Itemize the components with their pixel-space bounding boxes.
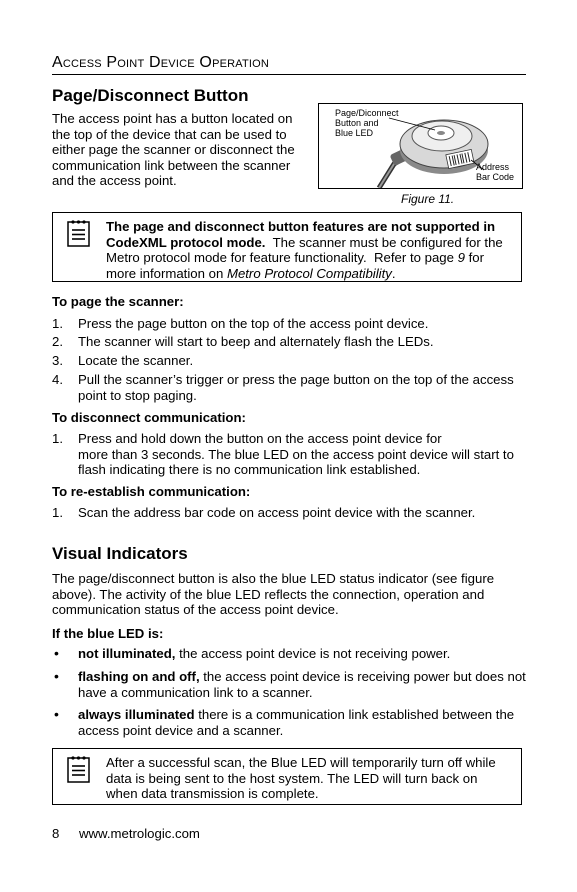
section-title-visual-indicators: Visual Indicators <box>52 544 188 563</box>
bullet-text-line: access point device and a scanner. <box>78 722 284 738</box>
bullet-icon: • <box>54 645 59 661</box>
bullet-text-line: the access point device is receiving power but does not <box>199 669 526 684</box>
step-number: 1. <box>52 316 63 331</box>
step-text: Scan the address bar code on access point device with the scanner. <box>78 505 476 520</box>
bullet-text <box>78 646 450 662</box>
step-text-line: Press and hold down the button on the access point device for <box>78 431 442 446</box>
step-text-line: more than 3 seconds. The blue LED on the access point device will start to <box>78 446 514 462</box>
subheading-reestablish: To re-establish communication: <box>52 484 251 499</box>
subheading-page-scanner: To page the scanner: <box>52 294 184 309</box>
note2-line: when data transmission is complete. <box>106 786 319 802</box>
figure-caption: Figure 11. <box>401 192 455 206</box>
note1-text <box>106 219 516 281</box>
step-number: 1. <box>52 431 63 446</box>
bullet-text-line: there is a communication link established between the <box>194 707 515 722</box>
intro-line: The access point has a button located on <box>52 111 293 126</box>
note1-text-line3b: for <box>464 250 485 266</box>
figure-label-line: Address <box>476 162 510 172</box>
step-text <box>78 372 514 403</box>
note2-line: data is being sent to the host system. The LED will turn back on <box>106 770 478 786</box>
bullet-text <box>78 669 526 700</box>
bullet-icon: • <box>54 668 59 684</box>
step-number: 2. <box>52 334 63 349</box>
note-icon <box>67 219 91 247</box>
figure-label-line: Page/Diconnect <box>335 108 399 118</box>
step-text: The scanner will start to beep and alternately flash the LEDs. <box>78 334 434 349</box>
figure-label-line: Bar Code <box>476 172 515 182</box>
subheading-disconnect: To disconnect communication: <box>52 410 246 425</box>
note2-line: After a successful scan, the Blue LED will temporarily turn off while <box>106 755 496 770</box>
subheading-led: If the blue LED is: <box>52 626 164 641</box>
step-text-line: flash indicating there is no communication link established. <box>78 462 421 478</box>
note-icon <box>67 755 91 783</box>
figure-label-line: Button and <box>335 118 379 128</box>
bullet-bold: always illuminated <box>78 707 195 722</box>
footer-url: www.metrologic.com <box>79 826 200 841</box>
page-number: 8 <box>52 826 60 841</box>
figure-label-line: Blue LED <box>335 128 374 138</box>
bullet-bold: not illuminated, <box>78 646 176 661</box>
step-text-line: Pull the scanner’s trigger or press the page button on the top of the access <box>78 372 514 387</box>
step-text-line: point to stop paging. <box>78 387 197 403</box>
intro-line: either page the scanner or disconnect the <box>52 142 295 158</box>
section-title-page-disconnect: Page/Disconnect Button <box>52 86 249 105</box>
note-box-protocol <box>52 212 522 282</box>
step-number: 3. <box>52 353 63 368</box>
bullet-text-line: the access point device is not receiving power. <box>175 646 451 661</box>
step-text: Press the page button on the top of the access point device. <box>78 316 429 331</box>
note-box-led <box>52 748 522 805</box>
intro-line: and the access point. <box>52 173 177 189</box>
note1-text-line3: Metro protocol mode for feature functionality. Refer to page <box>106 250 458 266</box>
intro-line: above). The activity of the blue LED reflects the connection, operation and <box>52 586 485 602</box>
bullet-text-line: have a communication link to a scanner. <box>78 684 313 700</box>
intro-line: communication link between the scanner <box>52 157 291 173</box>
intro-line: communication status of the access point device. <box>52 602 339 618</box>
note1-ref-title: Metro Protocol Compatibility <box>226 265 392 281</box>
figure-label-button <box>335 108 399 138</box>
note1-text-line4: more information on <box>106 265 227 281</box>
intro-line: the top of the device that can be used to <box>52 126 287 142</box>
note1-bold2: CodeXML protocol mode. <box>106 234 266 250</box>
figure-label-address <box>476 162 514 182</box>
step-number: 1. <box>52 505 63 520</box>
figure-access-point <box>318 103 523 189</box>
note1-page-ref: 9 <box>457 250 465 266</box>
note2-text <box>106 755 516 802</box>
note1-text-line4b: . <box>391 265 396 281</box>
section1-intro <box>52 111 312 189</box>
section2-intro <box>52 571 527 618</box>
intro-line: The page/disconnect button is also the blue LED status indicator (see figure <box>52 571 495 586</box>
note1-bold: The page and disconnect button features are not supported in <box>106 219 496 234</box>
step-text <box>78 431 514 478</box>
step-number: 4. <box>52 372 63 387</box>
note1-text-line2: The scanner must be configured for the <box>265 234 503 250</box>
bullet-icon: • <box>54 706 59 722</box>
bullet-text <box>78 707 514 738</box>
bullet-bold: flashing on and off, <box>78 669 200 684</box>
page-header <box>52 54 526 75</box>
header-title: Access Point Device Operation <box>52 54 270 71</box>
step-text: Locate the scanner. <box>78 353 194 368</box>
